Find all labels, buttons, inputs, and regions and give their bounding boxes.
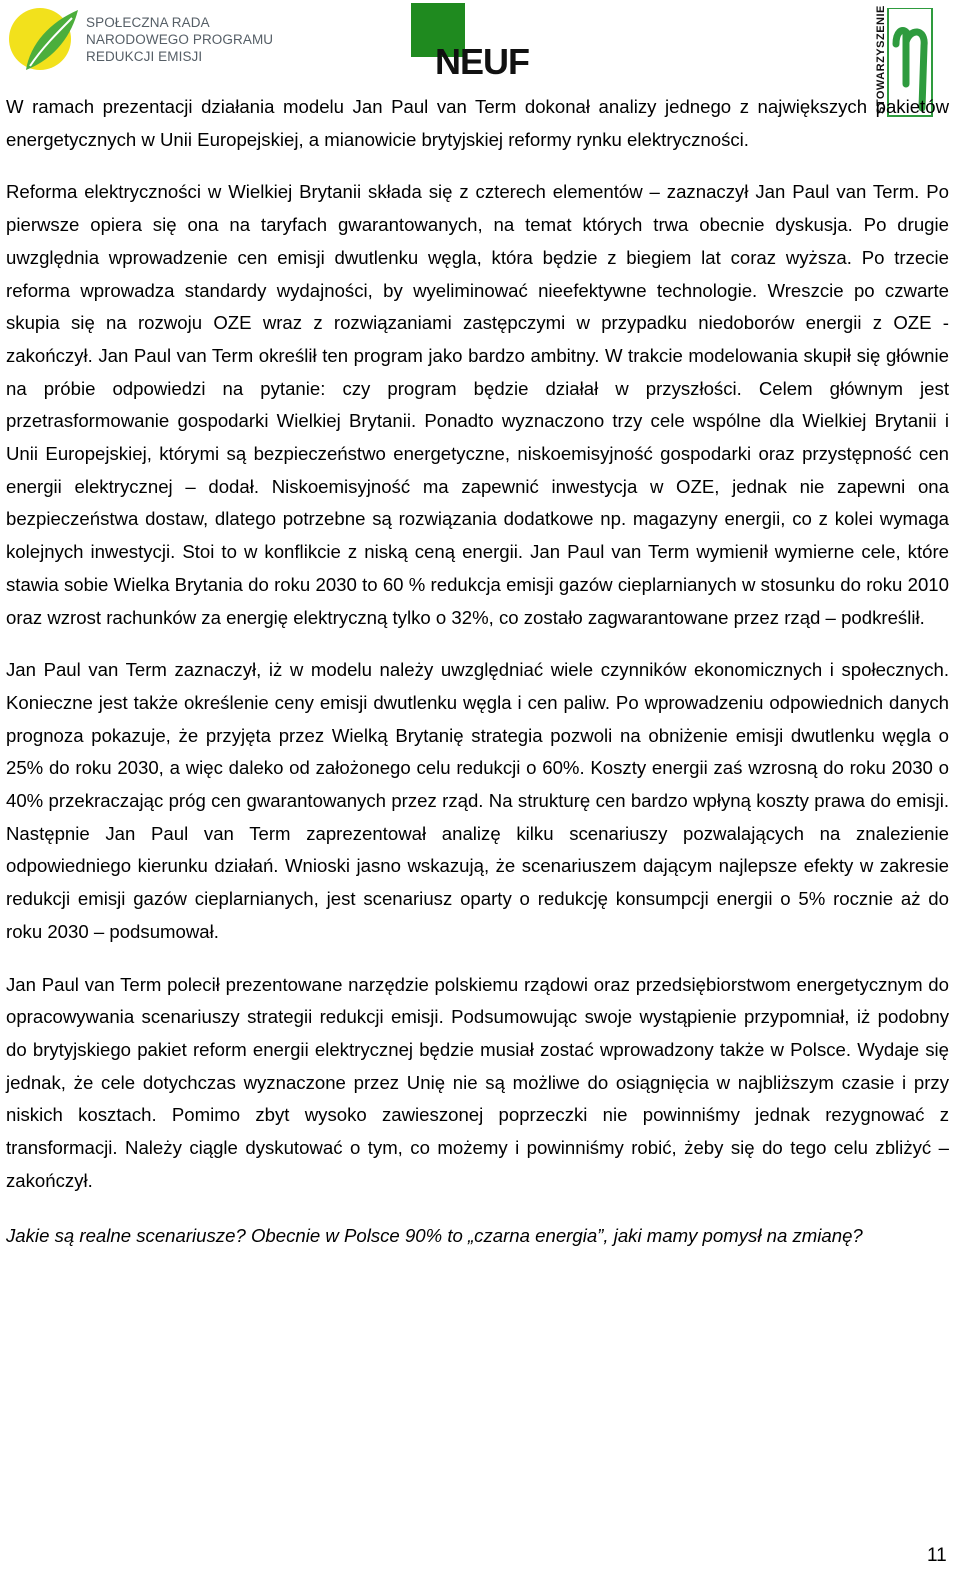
paragraph-2: Reforma elektryczności w Wielkiej Brytanii składa się z czterech elementów – zaznaczył Jan Paul van Term. Po pierwsze opiera się ona na taryfach gwarantowanych, na temat których trwa obecnie dyskusja. Po drugie uwzględnia wprowadzenie cen emisji dwutlenku węgla, która będzie z biegiem lat coraz wyższa. Po trzecie reforma wprowadza standardy wydajności, by wyeliminować nieefektywne technologie. Wreszcie po czwarte skupia się na rozwoju OZE wraz z rozwiązaniami zastępczymi w przypadku niedoborów energii z OZE - zakończył. Jan Paul van Term określił ten program jako bardzo ambitny. W trakcie modelowania skupił się głównie na próbie odpowiedzi na pytanie: czy program będzie działał w przyszłości. Celem głównym jest przetrasformowanie gospodarki Wielkiej Brytanii. Ponadto wyznaczono trzy cele wspólne dla Wielkiej Brytanii i Unii Europejskiej, którymi są bezpieczeństwo energetyczne, niskoemisyjność gospodarki oraz przystępność cen energii elektrycznej – dodał. Niskoemisyjność ma zapewnić inwestycja w OZE, jednak nie zapewni ona bezpieczeństwa dostaw, dlatego potrzebne są rozwiązania dodatkowe np. magazyny energii, co z kolei wymaga kolejnych inwestycji. Stoi to w konflikcie z niską ceną energii. Jan Paul van Term wymienił wymierne cele, które stawia sobie Wielka Brytania do roku 2030 to 60 % redukcja emisji gazów cieplarnianych w stosunku do roku 2010 oraz wzrost rachunków za energię elektryczną tylko o 32%, co zostało zagwarantowane przez rząd – podkreślił. xyxy=(6,181,949,628)
page-header xyxy=(0,0,960,114)
sun-leaf-icon xyxy=(6,4,84,74)
logo-line-2: NARODOWEGO PROGRAMU xyxy=(86,32,274,47)
document-body xyxy=(6,91,949,1252)
neuf-logo-text: NEUF xyxy=(435,41,529,82)
page-number: 11 xyxy=(927,1545,947,1566)
srnpre-logo xyxy=(6,4,274,74)
paragraph-3: Jan Paul van Term zaznaczył, iż w modelu należy uwzględniać wiele czynników ekonomicznych i społecznych. Konieczne jest także określenie ceny emisji dwutlenku węgla i cen paliw. Po wprowadzeniu odpowiednich danych prognoza pokazuje, że przyjęta przez Wielką Brytanię strategia pozwoli na obniżenie emisji dwutlenku węgla o 25% do roku 2030, a więc daleko od założonego celu redukcji o 60%. Koszty energii zaś wzrosną do roku 2030 o 40% przekraczając próg cen gwarantowanych przez rząd. Na strukturę cen bardzo wpłyną koszty prawa do emisji. Następnie Jan Paul van Term zaprezentował analizę kilku scenariuszy pozwalających na znalezienie odpowiedniego kierunku działań. Wnioski jasno wskazują, że scenariuszem dającym najlepsze efekty w zakresie redukcji emisji gazów cieplarnianych, jest scenariusz oparty o redukcję konsumpcji energii o 5% rocznie aż do roku 2030 – podsumował. xyxy=(6,659,949,942)
logo-line-1: SPOŁECZNA RADA xyxy=(86,15,210,30)
logo-line-3: REDUKCJI EMISJI xyxy=(86,49,203,64)
paragraph-4: Jan Paul van Term polecił prezentowane narzędzie polskiemu rządowi oraz przedsiębiorstwom energetycznym do opracowywania scenariuszy strategii redukcji emisji. Podsumowując swoje wystąpienie przypomniał, iż podobny do brytyjskiego pakiet reform energii elektrycznej będzie musiał zostać wprowadzony także w Polsce. Wydaje się jednak, że cele dotychczas wyznaczone przez Unię nie są możliwe do osiągnięcia w najbliższym czasie i przy niskich kosztach. Pomimo zbyt wysoko zawieszonej poprzeczki nie powinniśmy jednak rezygnować z transformacji. Należy ciągle dyskutować o tym, co możemy i powinniśmy robić, żeby się do tego celu zbliżyć – zakończył. xyxy=(6,973,949,1191)
paragraph-1: W ramach prezentacji działania modelu Jan Paul van Term dokonał analizy jednego z największych pakietów energetycznych w Unii Europejskiej, a mianowicie brytyjskiej reformy rynku elektryczności. xyxy=(6,96,949,150)
question-paragraph: Jakie są realne scenariusze? Obecnie w Polsce 90% to „czarna energia”, jaki mamy pomysł na zmianę? xyxy=(6,1224,863,1246)
association-logo-text: STOWARZYSZENIE xyxy=(875,5,887,114)
